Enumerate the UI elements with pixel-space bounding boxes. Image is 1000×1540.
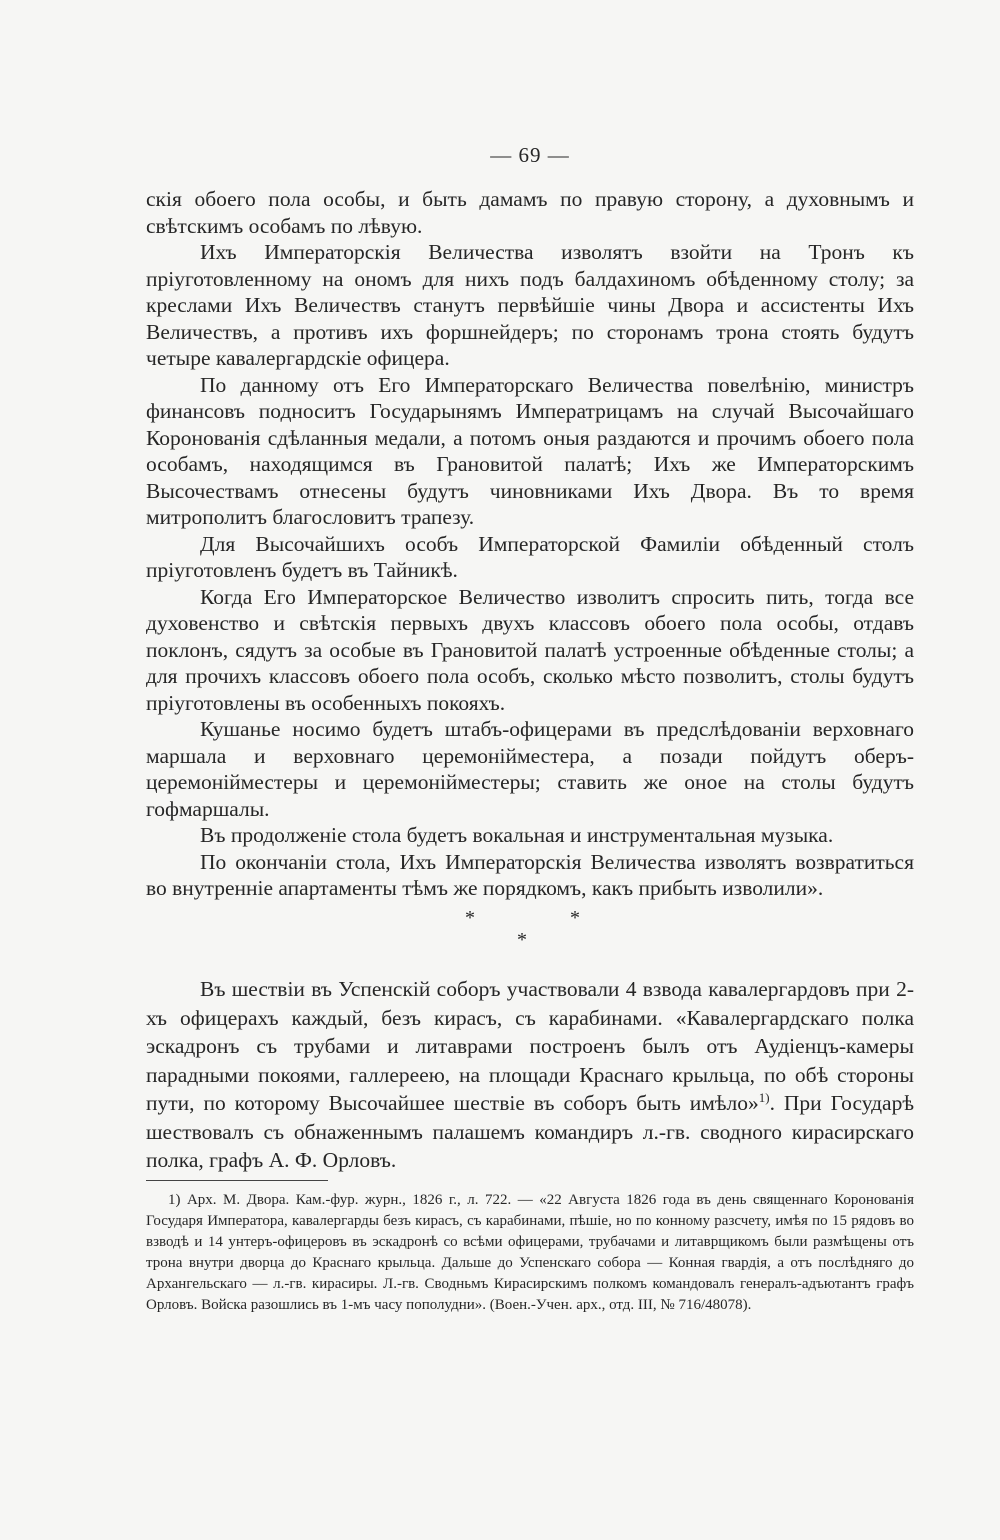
paragraph-7: Въ продолженіе стола будетъ вокальная и инструментальная музыка. (200, 823, 834, 847)
paragraph-3: По данному отъ Его Императорскаго Величества повелѣнію, министръ финансовъ подноситъ Государынямъ Императрицамъ на случай Высочайшаго Коронованія сдѣланныя медали, а потомъ оныя раздаются и прочимъ обоего пола особамъ, находящимся въ Грановитой палатѣ; Ихъ же Императорскимъ Высочествамъ отнесены будутъ чиновниками Ихъ Двора. Въ то время митрополитъ благословитъ трапезу. (146, 372, 914, 529)
footnote-reference[interactable]: 1) (758, 1089, 770, 1105)
separator-star: * (570, 907, 580, 929)
section-separator (0, 905, 1000, 955)
paragraph-8: По окончаніи стола, Ихъ Императорскія Величества изволятъ возвратиться во внутренніе апартаменты тѣмъ же порядкомъ, какъ прибыть изволили». (146, 849, 914, 900)
paragraph-6: Кушанье носимо будетъ штабъ-офицерами въ предслѣдованіи верховнаго маршала и верховнаго церемонійместера, а позади пойдутъ оберъ-церемонійместеры и церемонійместеры; ставить же оное на столы будутъ гофмаршалы. (146, 717, 914, 821)
section-paragraph (146, 975, 914, 1175)
separator-star: * (465, 907, 475, 929)
paragraph-4: Для Высочайшихъ особъ Императорской Фамиліи обѣденный столъ пріуготовленъ будетъ въ Тайникѣ. (146, 531, 914, 582)
section-text-part-1: Въ шествіи въ Успенскій соборъ участвовали 4 взвода кавалергардовъ при 2-хъ офицерахъ каждый, безъ кирасъ, съ карабинами. «Кавалергардскаго полка эскадронъ съ трубами и литаврами построенъ былъ отъ Аудіенцъ-камеры парадными покоями, галлереею, на площади Краснаго крыльца, по обѣ стороны пути, по которому Высочайшее шествіе въ соборъ быть имѣло» (146, 977, 914, 1115)
footnote-text: 1) Арх. М. Двора. Кам.-фур. журн., 1826 г., л. 722. — «22 Августа 1826 года въ день священнаго Коронованія Государя Императора, кавалергарды безъ кирасъ, съ карабинами, пѣшіе, но по конному разсчету, имѣя по 15 рядовъ во взводѣ и 14 унтеръ-офицеровъ въ эскадронѣ со всѣми офицерами, трубачами и литаврщикомъ были размѣщены отъ трона внутри дворца до Краснаго крыльца. Дальше до Успенскаго собора — Конная гвардія, а отъ послѣдняго до Архангельскаго — л.-гв. кирасиры. Л.-гв. Сводньмъ Кирасирскимъ полкомъ командовалъ генералъ-адъютантъ графъ Орловъ. Войска разошлись въ 1-мъ часу пополудни». (Воен.-Учен. арх., отд. III, № 716/48078). (146, 1192, 914, 1313)
paragraph-2: Ихъ Императорскія Величества изволятъ взойти на Тронъ къ пріуготовленному на ономъ для нихъ подъ балдахиномъ обѣденному столу; за креслами Ихъ Величествъ станутъ первѣйшіе чины Двора и ассистенты Ихъ Величествъ, а противъ ихъ форшнейдеръ; по сторонамъ трона стоять будутъ четыре кавалергардскіе офицера. (146, 240, 914, 370)
section-text (146, 975, 914, 1175)
separator-star: * (517, 929, 527, 951)
main-text (146, 186, 914, 902)
paragraph-5: Когда Его Императорское Величество изволитъ спросить пить, тогда все духовенство и свѣтскія первыхъ двухъ классовъ обоего пола особы, отдавъ поклонъ, сядутъ за особые въ Грановитой палатѣ устроенные обѣденные столы; а для прочихъ классовъ обоего пола особъ, сколько мѣсто позволитъ, столы будутъ пріуготовлены въ особенныхъ покояхъ. (146, 584, 914, 715)
footnote-divider (146, 1180, 328, 1181)
page-number: — 69 — (490, 143, 570, 167)
section-text-part-2: . При Государѣ шествовалъ съ обнаженнымъ палашемъ командиръ л.-гв. сводного кирасирскаго полка, графъ А. Ф. Орловъ. (146, 1091, 914, 1172)
paragraph-1: скія обоего пола особы, и быть дамамъ по правую сторону, а духовнымъ и свѣтскимъ особамъ по лѣвую. (146, 187, 914, 238)
